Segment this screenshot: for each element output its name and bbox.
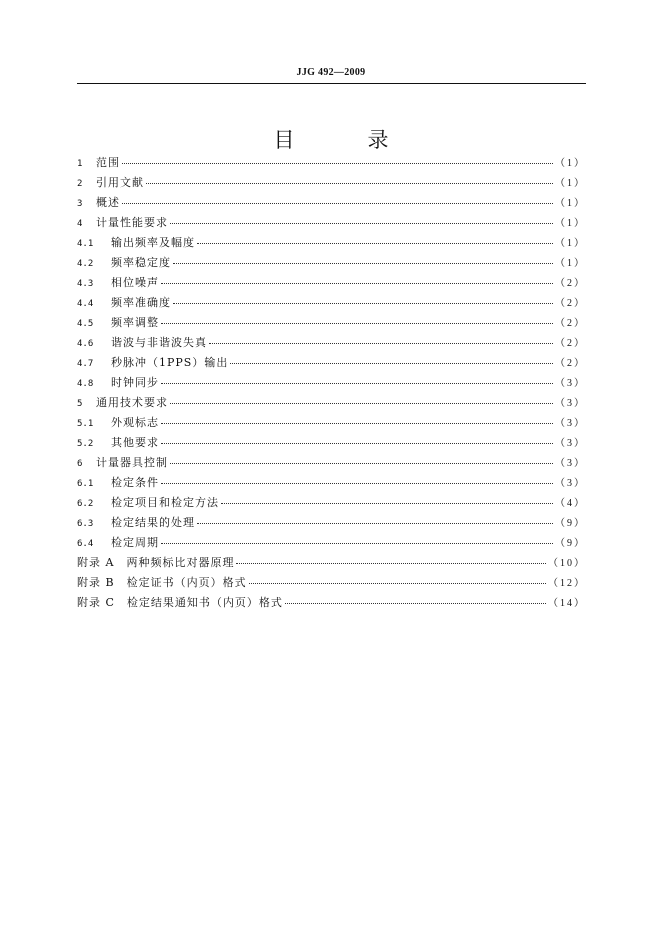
toc-entry-label: 检定条件	[111, 476, 159, 489]
toc-entry[interactable]	[77, 413, 586, 433]
toc-entry-label: 附录 C 检定结果通知书（内页）格式	[77, 596, 283, 609]
toc-entry[interactable]	[77, 373, 586, 393]
dot-leader	[146, 174, 553, 184]
toc-entry-label: 频率准确度	[111, 296, 171, 309]
toc-entry-page: （9）	[555, 518, 586, 529]
toc-entry[interactable]	[77, 313, 586, 333]
dot-leader	[221, 494, 553, 504]
toc-entry-number: 5.2	[77, 439, 94, 449]
dot-leader	[161, 534, 553, 544]
toc-entry-number: 4.7	[77, 359, 94, 369]
toc-entry-page: （10）	[548, 558, 586, 569]
toc-entry-label: 概述	[96, 196, 120, 209]
toc-entry-page: （9）	[555, 538, 586, 549]
dot-leader	[161, 414, 553, 424]
toc-entry-label: 秒脉冲（1PPS）输出	[111, 356, 229, 369]
toc-entry-label: 附录 A 两种频标比对器原理	[77, 556, 235, 569]
toc-entry[interactable]	[77, 433, 586, 453]
dot-leader	[122, 194, 553, 204]
toc-entry-label: 其他要求	[111, 436, 159, 449]
toc-entry[interactable]	[77, 333, 586, 353]
toc-entry-number: 6.1	[77, 479, 94, 489]
toc-entry[interactable]	[77, 533, 586, 553]
toc-entry-number: 6.3	[77, 519, 94, 529]
toc-entry[interactable]	[77, 553, 586, 573]
toc-entry[interactable]	[77, 593, 586, 613]
toc-entry-number: 5.1	[77, 419, 94, 429]
toc-entry-label: 检定结果的处理	[111, 516, 195, 529]
toc-entry-number: 4.3	[77, 279, 94, 289]
toc-entry-number: 6.2	[77, 499, 94, 509]
toc-entry-number: 6	[77, 459, 83, 469]
toc-entry-label: 谐波与非谐波失真	[111, 336, 207, 349]
toc-entry-number: 5	[77, 399, 83, 409]
dot-leader	[161, 434, 553, 444]
toc-entry-page: （1）	[555, 238, 586, 249]
toc-entry-page: （1）	[555, 258, 586, 269]
toc-entry-number: 4.2	[77, 259, 94, 269]
toc-entry[interactable]	[77, 173, 586, 193]
dot-leader	[161, 274, 553, 284]
toc-entry-page: （4）	[555, 498, 586, 509]
toc-entry-label: 频率稳定度	[111, 256, 171, 269]
dot-leader	[161, 374, 553, 384]
toc-entry-label: 引用文献	[96, 176, 144, 189]
document-code-header: JJG 492—2009	[296, 67, 366, 78]
toc-entry-page: （3）	[555, 438, 586, 449]
toc-entry-label: 输出频率及幅度	[111, 236, 195, 249]
toc-entry[interactable]	[77, 513, 586, 533]
dot-leader	[161, 474, 553, 484]
toc-entry-label: 相位噪声	[111, 276, 159, 289]
toc-entry-label: 通用技术要求	[96, 396, 168, 409]
toc-entry-page: （1）	[555, 198, 586, 209]
toc-entry[interactable]	[77, 573, 586, 593]
toc-entry-number: 1	[77, 159, 83, 169]
toc-entry-label: 范围	[96, 156, 120, 169]
dot-leader	[170, 214, 553, 224]
toc-entry[interactable]	[77, 293, 586, 313]
toc-entry[interactable]	[77, 393, 586, 413]
toc-entry-number: 2	[77, 179, 83, 189]
toc-entry-page: （1）	[555, 158, 586, 169]
toc-entry[interactable]	[77, 233, 586, 253]
dot-leader	[249, 574, 546, 584]
toc-entry[interactable]	[77, 213, 586, 233]
toc-entry-number: 4.6	[77, 339, 94, 349]
toc-entry-label: 计量器具控制	[96, 456, 168, 469]
toc-entry-number: 4.1	[77, 239, 94, 249]
toc-entry[interactable]	[77, 353, 586, 373]
dot-leader	[230, 354, 553, 364]
dot-leader	[173, 294, 553, 304]
toc-entry-page: （2）	[555, 278, 586, 289]
toc-entry-number: 4.4	[77, 299, 94, 309]
toc-entry-label: 频率调整	[111, 316, 159, 329]
table-of-contents	[77, 153, 586, 613]
toc-entry-page: （2）	[555, 358, 586, 369]
toc-entry-label: 计量性能要求	[96, 216, 168, 229]
toc-entry-page: （2）	[555, 298, 586, 309]
toc-entry-number: 3	[77, 199, 83, 209]
toc-entry-page: （3）	[555, 398, 586, 409]
toc-entry-page: （1）	[555, 218, 586, 229]
toc-entry[interactable]	[77, 493, 586, 513]
dot-leader	[161, 314, 553, 324]
dot-leader	[209, 334, 553, 344]
dot-leader	[285, 594, 546, 604]
dot-leader	[170, 454, 553, 464]
toc-entry[interactable]	[77, 193, 586, 213]
toc-entry-page: （1）	[555, 178, 586, 189]
toc-entry-number: 4.8	[77, 379, 94, 389]
dot-leader	[236, 554, 546, 564]
toc-entry-label: 外观标志	[111, 416, 159, 429]
dot-leader	[170, 394, 553, 404]
toc-entry[interactable]	[77, 253, 586, 273]
toc-entry[interactable]	[77, 273, 586, 293]
toc-entry-number: 4	[77, 219, 83, 229]
dot-leader	[197, 234, 553, 244]
dot-leader	[173, 254, 553, 264]
dot-leader	[197, 514, 553, 524]
toc-entry-label: 检定项目和检定方法	[111, 496, 219, 509]
toc-entry-page: （3）	[555, 378, 586, 389]
toc-entry-label: 附录 B 检定证书（内页）格式	[77, 576, 247, 589]
toc-entry-number: 6.4	[77, 539, 94, 549]
toc-entry-page: （3）	[555, 478, 586, 489]
toc-entry-page: （12）	[548, 578, 586, 589]
toc-entry-page: （3）	[555, 418, 586, 429]
toc-entry-page: （2）	[555, 338, 586, 349]
toc-entry-number: 4.5	[77, 319, 94, 329]
header-rule	[77, 83, 586, 84]
toc-entry-page: （2）	[555, 318, 586, 329]
toc-entry-label: 检定周期	[111, 536, 159, 549]
toc-entry-page: （14）	[548, 598, 586, 609]
toc-entry-page: （3）	[555, 458, 586, 469]
toc-entry[interactable]	[77, 453, 586, 473]
page-title: 目 录	[273, 128, 415, 153]
dot-leader	[122, 154, 553, 164]
toc-entry-label: 时钟同步	[111, 376, 159, 389]
toc-entry[interactable]	[77, 153, 586, 173]
toc-entry[interactable]	[77, 473, 586, 493]
